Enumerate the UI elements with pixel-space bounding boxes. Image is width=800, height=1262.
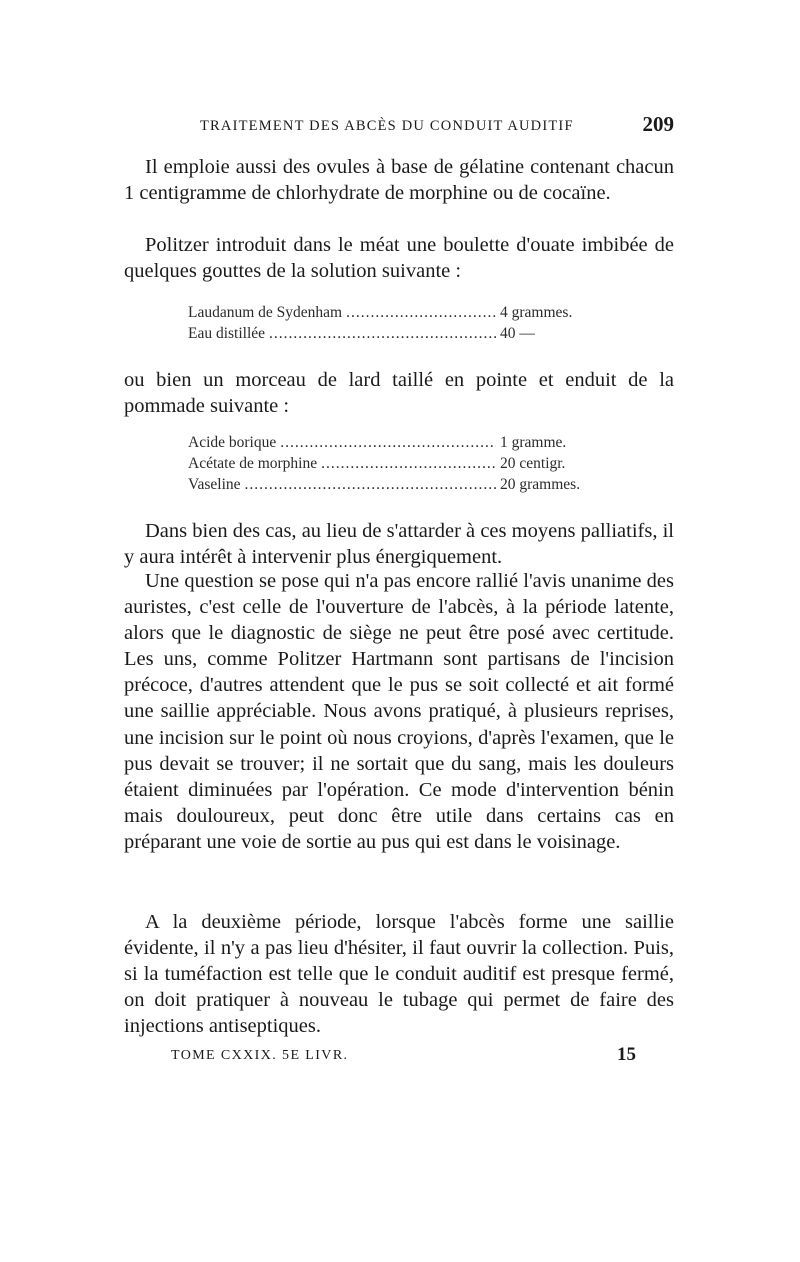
leader-dots [321,453,496,474]
recipe-row [188,432,618,453]
recipe-pommade [188,432,618,495]
ingredient-name: Laudanum de Sydenham [188,304,343,321]
volume-signature: TOME CXXIX. 5E LIVR. [171,1048,349,1063]
page-header [124,112,674,142]
paragraph-lard: ou bien un morceau de lard taillé en pointe et enduit de la pommade suivante : [124,369,674,418]
ingredient-quantity: 20 grammes. [500,476,581,493]
paragraph-ovules: Il emploie aussi des ovules à base de gélatine contenant chacun 1 centigramme de chlorhydrate de morphine ou de cocaïne. [124,156,674,205]
ingredient-quantity: 20 centigr. [500,455,566,472]
leader-dots [269,323,496,344]
leader-dots [346,302,496,323]
sheet-number: 15 [617,1044,636,1065]
ingredient-name: Acétate de morphine [188,455,318,472]
running-title: TRAITEMENT DES ABCÈS DU CONDUIT AUDITIF [200,118,574,134]
recipe-row [188,323,618,344]
ingredient-name: Acide borique [188,434,277,451]
paragraph-politzer: Politzer introduit dans le méat une boulette d'ouate imbibée de quelques gouttes de la solution suivante : [124,234,674,283]
leader-dots [245,474,496,495]
ingredient-quantity: 4 grammes. [500,304,573,321]
recipe-row [188,474,618,495]
recipe-solution [188,302,618,344]
recipe-row [188,453,618,474]
leader-dots [280,432,496,453]
paragraph-deuxieme-periode: A la deuxième période, lorsque l'abcès forme une saillie évidente, il n'y a pas lieu d'hésiter, il faut ouvrir la collection. Puis, si la tuméfaction est telle que le conduit auditif est presque fermé, on doit pratiquer à nouveau le tubage qui permet de faire des injections antiseptiques. [124,911,674,1038]
ingredient-name: Vaseline [188,476,241,493]
ingredient-quantity: 40 — [500,325,535,342]
recipe-row [188,302,618,323]
ingredient-quantity: 1 gramme. [500,434,567,451]
page-footer [171,1044,636,1070]
paragraph-incision: Une question se pose qui n'a pas encore rallié l'avis unanime des auristes, c'est celle de l'ouverture de l'abcès, à la période latente, alors que le diagnostic de siège ne peut être posé avec certitude. Les uns, comme Politzer Hartmann sont partisans de l'incision précoce, d'autres attendent que le pus se soit collecté et ait formé une saillie appréciable. Nous avons pratiqué, à plusieurs reprises, une incision sur le point où nous croyions, d'après l'examen, que le pus devait se trouver; il ne sortait que du sang, mais les douleurs étaient diminuées par l'opération. Ce mode d'intervention bénin mais douloureux, peut donc être utile dans certains cas en préparant une voie de sortie au pus qui est dans le voisinage. [124,570,674,853]
paragraph-intervention: Dans bien des cas, au lieu de s'attarder à ces moyens palliatifs, il y aura intérêt à intervenir plus énergiquement. [124,520,674,569]
ingredient-name: Eau distillée [188,325,266,342]
page-number: 209 [642,112,674,136]
